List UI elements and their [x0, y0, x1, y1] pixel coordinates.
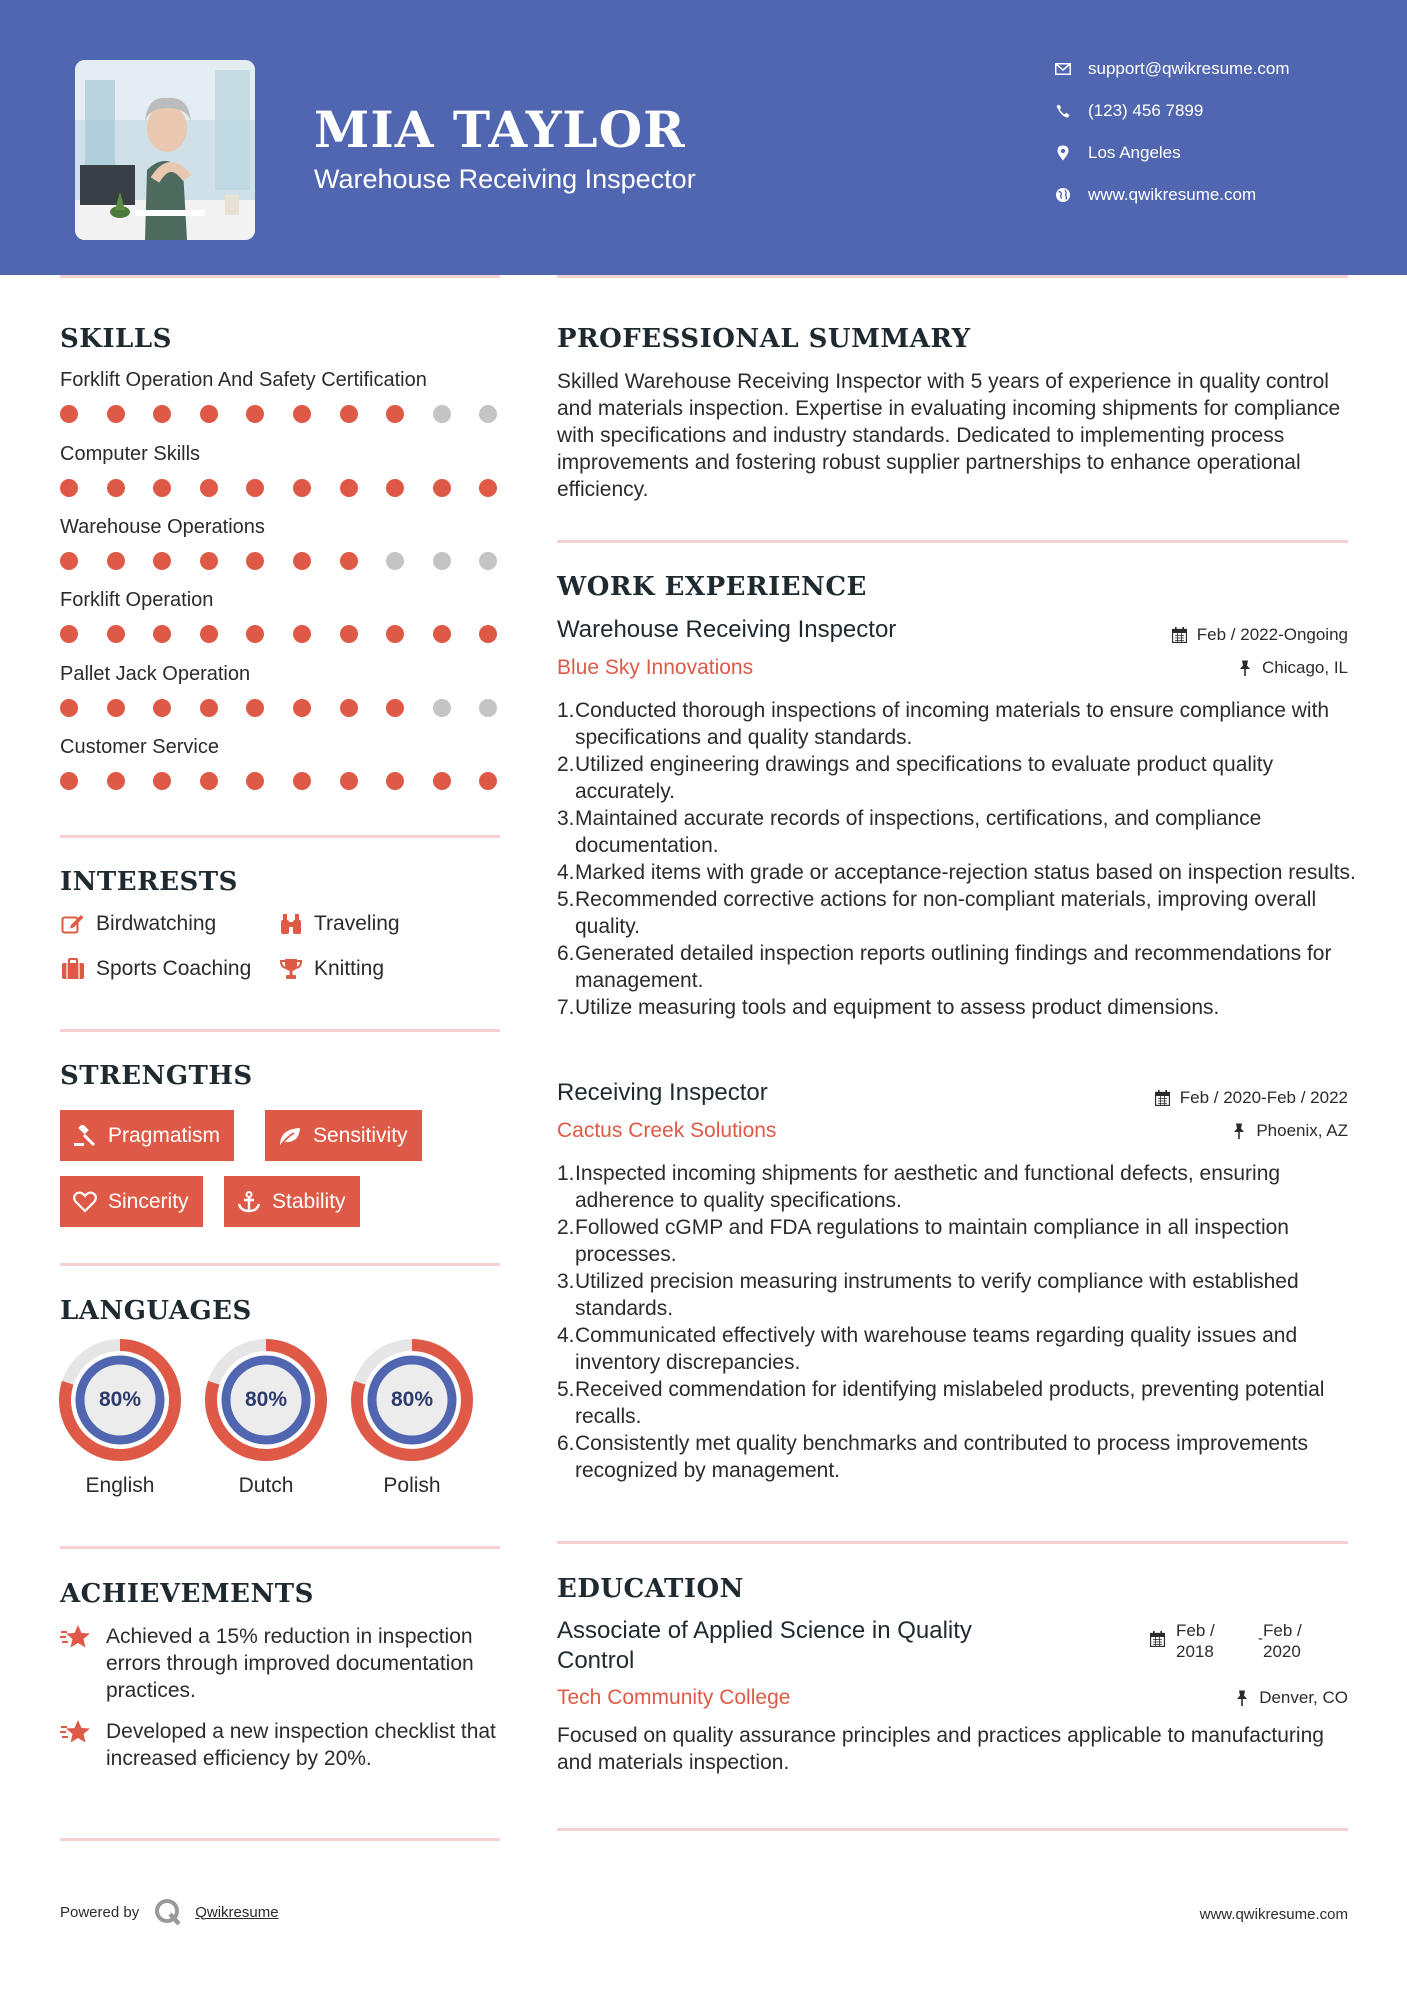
footer-website[interactable]: www.qwikresume.com [1199, 1906, 1348, 1923]
job-duties-list [557, 697, 1357, 1021]
language-name: Polish [383, 1474, 441, 1497]
contact-phone-text: (123) 456 7899 [1088, 101, 1204, 120]
qwikresume-logo-icon [153, 1897, 183, 1927]
skill-dot-filled [153, 772, 171, 790]
candidate-title: Warehouse Receiving Inspector [314, 164, 696, 194]
skill-dot-filled [386, 405, 404, 423]
job-location-text: Phoenix, AZ [1256, 1121, 1348, 1140]
skill-dot-filled [200, 772, 218, 790]
footer-powered-by [60, 1897, 279, 1927]
contact-phone [1050, 99, 1203, 123]
contact-email-text: support@qwikresume.com [1088, 59, 1290, 78]
skill-dot-filled [293, 552, 311, 570]
job-title: Warehouse Receiving Inspector [557, 616, 897, 643]
strength-badge [60, 1110, 234, 1161]
strength-label: Sensitivity [313, 1123, 408, 1147]
section-divider [60, 1546, 500, 1549]
list-item: 5. Recommended corrective actions for non-compliant materials, improving overall quality. [557, 888, 1317, 938]
section-divider [60, 1029, 500, 1032]
strengths-heading: STRENGTHS [60, 1061, 253, 1091]
skill-level-dots [60, 772, 500, 792]
skill-dot-filled [60, 772, 78, 790]
languages-heading: LANGUAGES [60, 1296, 252, 1326]
skill-dot-filled [200, 405, 218, 423]
list-item: 7. Utilize measuring tools and equipment to assess product dimensions. [557, 996, 1220, 1019]
language-percent: 80% [244, 1388, 288, 1411]
job-location [1230, 1121, 1348, 1141]
skill-dot-filled [340, 699, 358, 717]
contact-location-text: Los Angeles [1088, 143, 1181, 162]
skill-dot-filled [433, 479, 451, 497]
contact-website [1050, 183, 1256, 207]
skill-dot-filled [433, 625, 451, 643]
interest-label: Birdwatching [96, 912, 217, 935]
education-start-date: Feb / 2018 [1176, 1621, 1215, 1661]
section-divider [557, 1541, 1348, 1544]
interest-label: Knitting [314, 957, 385, 980]
skill-dot-empty [386, 552, 404, 570]
skill-dot-filled [246, 479, 264, 497]
education-heading: EDUCATION [557, 1574, 744, 1604]
skill-dot-filled [293, 405, 311, 423]
education-location-text: Denver, CO [1259, 1688, 1348, 1707]
education-end-date: Feb / 2020 [1263, 1621, 1302, 1661]
strength-label: Pragmatism [108, 1123, 221, 1147]
map-pin-icon [1050, 143, 1076, 163]
summary-text: Skilled Warehouse Receiving Inspector with 5 years of experience in quality control and materials inspection. Expertise in evaluating incoming shipments for compliance with specifications and industry standards. Dedicated to implementing process improvements and fostering robust supplier partnerships to enhance operational efficiency. [557, 370, 1341, 501]
skill-dot-filled [107, 405, 125, 423]
skill-dot-filled [386, 772, 404, 790]
section-divider [60, 1838, 500, 1841]
job-dates [1171, 625, 1348, 645]
strength-label: Sincerity [108, 1189, 189, 1213]
skill-dot-filled [293, 699, 311, 717]
skill-name: Forklift Operation [60, 589, 214, 611]
list-item: 3. Utilized precision measuring instruments to verify compliance with established standards. [557, 1270, 1299, 1320]
section-divider [557, 540, 1348, 543]
language-ring [58, 1338, 182, 1462]
skill-dot-filled [107, 552, 125, 570]
skill-dot-filled [60, 405, 78, 423]
job-location-text: Chicago, IL [1262, 658, 1348, 677]
leaf-icon [277, 1124, 303, 1148]
interest-item [278, 912, 400, 936]
skill-dot-filled [246, 699, 264, 717]
skill-dot-filled [340, 479, 358, 497]
list-item: 4. Marked items with grade or acceptance-rejection status based on inspection results. [557, 861, 1356, 884]
skill-dot-filled [293, 772, 311, 790]
list-item: 6. Consistently met quality benchmarks and contributed to process improvements recognized by management. [557, 1432, 1309, 1482]
powered-by-text: Powered by [60, 1903, 140, 1921]
skill-level-dots [60, 479, 500, 499]
star-badge-icon [60, 1718, 96, 1748]
strength-badge [265, 1110, 422, 1161]
language-name: English [85, 1474, 155, 1497]
calendar-icon [1154, 1089, 1172, 1107]
skill-level-dots [60, 699, 500, 719]
skill-dot-filled [340, 625, 358, 643]
binoculars-icon [278, 912, 304, 936]
skill-dot-filled [107, 479, 125, 497]
calendar-icon [1171, 626, 1189, 644]
skill-dot-empty [433, 552, 451, 570]
skill-dot-filled [246, 772, 264, 790]
skill-dot-filled [386, 625, 404, 643]
skill-dot-filled [153, 699, 171, 717]
degree-title-line1: Associate of Applied Science in Quality [557, 1617, 972, 1644]
language-name: Dutch [238, 1474, 294, 1497]
profile-photo [75, 60, 255, 240]
skill-dot-filled [153, 405, 171, 423]
skill-dot-filled [200, 699, 218, 717]
skill-name: Warehouse Operations [60, 516, 265, 538]
skill-name: Customer Service [60, 736, 219, 758]
list-item: 1. Conducted thorough inspections of incoming materials to ensure compliance with specifications and quality standards. [557, 699, 1330, 749]
school-name: Tech Community College [557, 1686, 791, 1709]
list-item: 2. Followed cGMP and FDA regulations to maintain compliance in all inspection processes. [557, 1216, 1289, 1266]
skill-dot-filled [479, 479, 497, 497]
achievement-item [60, 1623, 500, 1704]
skill-dot-empty [433, 405, 451, 423]
resume-header [0, 0, 1407, 275]
heart-icon [72, 1190, 98, 1214]
skill-dot-filled [246, 552, 264, 570]
skill-dot-filled [60, 699, 78, 717]
skills-heading: SKILLS [60, 324, 172, 354]
skill-dot-filled [107, 625, 125, 643]
skill-dot-filled [293, 625, 311, 643]
skill-name: Pallet Jack Operation [60, 663, 251, 685]
language-ring [350, 1338, 474, 1462]
interest-label: Sports Coaching [96, 957, 252, 980]
pushpin-icon [1230, 1122, 1248, 1140]
header-divider-left [60, 275, 500, 278]
list-item: 6. Generated detailed inspection reports outlining findings and recommendations for management. [557, 942, 1332, 992]
star-badge-icon [60, 1623, 96, 1653]
language-percent: 80% [390, 1388, 434, 1411]
skill-dot-empty [433, 699, 451, 717]
achievement-item [60, 1718, 500, 1772]
interest-item [60, 912, 216, 936]
skill-dot-filled [293, 479, 311, 497]
job-dates-text: Feb / 2020-Feb / 2022 [1179, 1088, 1348, 1107]
skill-dot-filled [153, 625, 171, 643]
skill-dot-filled [60, 625, 78, 643]
section-divider [60, 1263, 500, 1266]
skill-name: Computer Skills [60, 443, 201, 465]
anchor-icon [236, 1190, 262, 1214]
skill-dot-filled [479, 625, 497, 643]
skill-level-dots [60, 552, 500, 572]
list-item: 5. Received commendation for identifying mislabeled products, preventing potential recalls. [557, 1378, 1325, 1428]
skill-dot-filled [479, 772, 497, 790]
skill-dot-filled [386, 699, 404, 717]
education-description: Focused on quality assurance principles and practices applicable to manufacturing and materials inspection. [557, 1724, 1324, 1774]
job-dates-text: Feb / 2022-Ongoing [1196, 625, 1348, 644]
contact-email [1050, 57, 1290, 81]
strength-badge [224, 1176, 360, 1227]
skill-dot-filled [153, 552, 171, 570]
header-divider-right [557, 275, 1348, 278]
list-item: 1. Inspected incoming shipments for aesthetic and functional defects, ensuring adherence to quality specifications. [557, 1162, 1281, 1212]
job-duties-list [557, 1160, 1357, 1484]
skill-dot-filled [433, 772, 451, 790]
skill-dot-filled [340, 552, 358, 570]
skill-dot-filled [200, 479, 218, 497]
candidate-name: MIA TAYLOR [314, 100, 686, 159]
skill-dot-filled [200, 552, 218, 570]
skill-dot-filled [246, 625, 264, 643]
language-percent: 80% [98, 1388, 142, 1411]
achievement-text: Developed a new inspection checklist that increased efficiency by 20%. [106, 1720, 496, 1770]
skill-dot-filled [107, 699, 125, 717]
strength-label: Stability [272, 1189, 346, 1213]
company-name: Cactus Creek Solutions [557, 1119, 777, 1142]
skill-dot-filled [340, 405, 358, 423]
skill-dot-filled [200, 625, 218, 643]
job-location [1236, 658, 1348, 678]
summary-heading: PROFESSIONAL SUMMARY [557, 324, 971, 354]
skill-level-dots [60, 625, 500, 645]
briefcase-icon [60, 957, 86, 981]
globe-icon [1050, 185, 1076, 205]
degree-title-line2: Control [557, 1647, 635, 1674]
section-divider [557, 1828, 1348, 1831]
skill-dot-filled [60, 479, 78, 497]
qwikresume-link[interactable]: Qwikresume [195, 1903, 279, 1921]
achievement-text: Achieved a 15% reduction in inspection errors through improved documentation practices. [106, 1625, 474, 1702]
list-item: 4. Communicated effectively with warehouse teams regarding quality issues and inventory discrepancies. [557, 1324, 1298, 1374]
job-dates [1154, 1088, 1348, 1108]
contact-website-text: www.qwikresume.com [1088, 185, 1257, 204]
education-location [1233, 1688, 1348, 1708]
skill-dot-empty [479, 405, 497, 423]
skill-dot-empty [479, 552, 497, 570]
section-divider [60, 835, 500, 838]
skill-dot-filled [246, 405, 264, 423]
achievements-heading: ACHIEVEMENTS [60, 1579, 314, 1609]
skill-dot-filled [60, 552, 78, 570]
skill-level-dots [60, 405, 500, 425]
skill-dot-filled [386, 479, 404, 497]
envelope-icon [1050, 59, 1076, 79]
contact-location [1050, 141, 1181, 165]
pushpin-icon [1236, 659, 1254, 677]
language-ring [204, 1338, 328, 1462]
interest-label: Traveling [314, 912, 400, 935]
calendar-icon [1150, 1631, 1165, 1652]
list-item: 3. Maintained accurate records of inspections, certifications, and compliance documentation. [557, 807, 1262, 857]
phone-icon [1050, 101, 1076, 121]
interests-heading: INTERESTS [60, 867, 238, 897]
experience-heading: WORK EXPERIENCE [557, 572, 867, 602]
interest-item [278, 957, 384, 981]
company-name: Blue Sky Innovations [557, 656, 754, 679]
pushpin-icon [1233, 1689, 1251, 1707]
date-separator: - [1258, 1630, 1263, 1647]
list-item: 2. Utilized engineering drawings and specifications to evaluate product quality accurately. [557, 753, 1274, 803]
job-title: Receiving Inspector [557, 1079, 768, 1106]
strength-badge [60, 1176, 203, 1227]
gavel-icon [72, 1124, 98, 1148]
trophy-icon [278, 957, 304, 981]
pencil-square-icon [60, 912, 86, 936]
skill-dot-filled [153, 479, 171, 497]
skill-name: Forklift Operation And Safety Certification [60, 369, 427, 391]
interest-item [60, 957, 251, 981]
skill-dot-filled [340, 772, 358, 790]
skill-dot-empty [479, 699, 497, 717]
skill-dot-filled [107, 772, 125, 790]
